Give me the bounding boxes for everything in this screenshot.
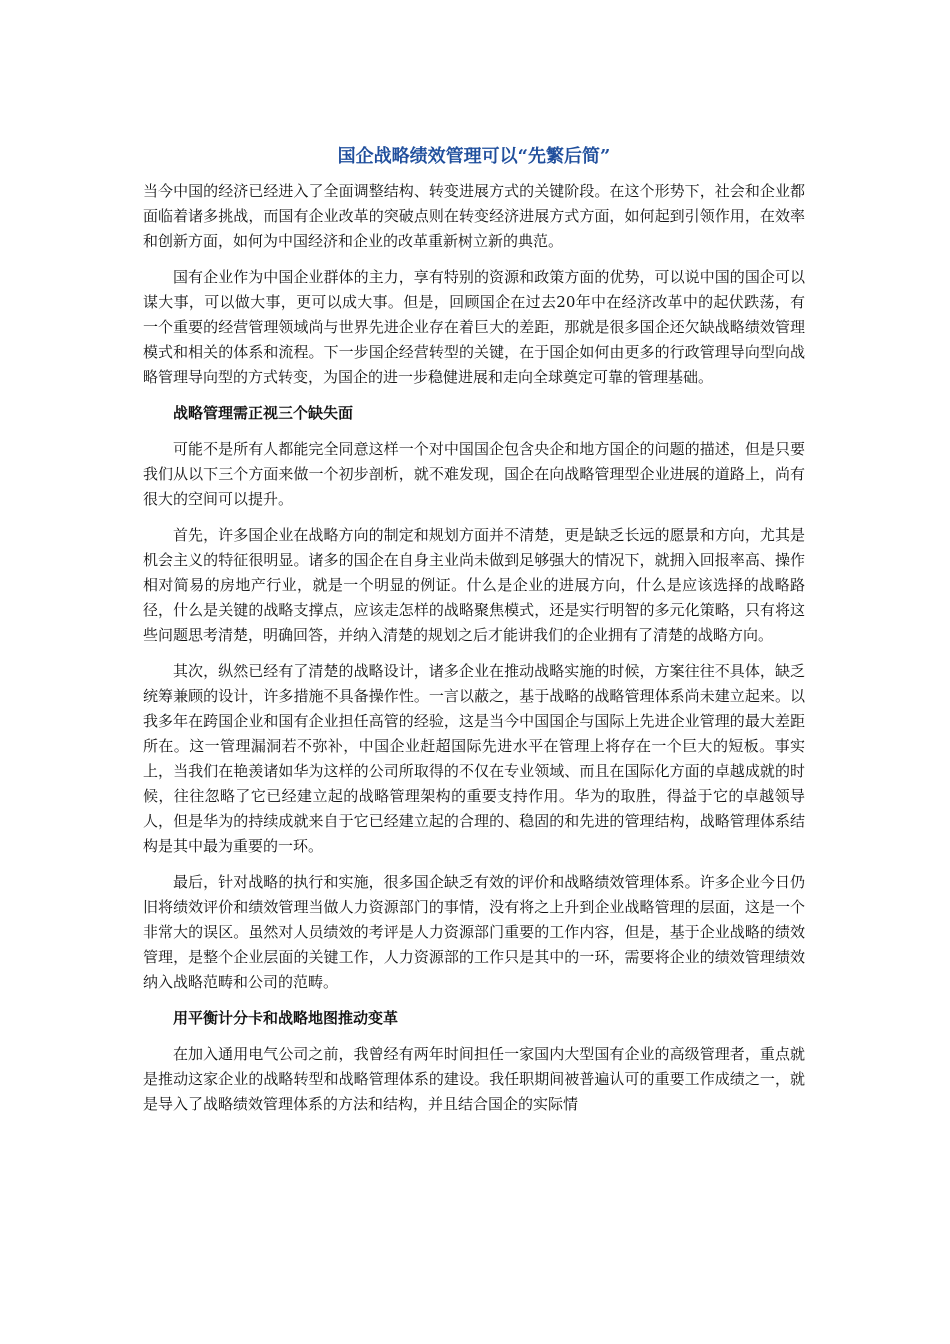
document-page <box>143 143 805 1128</box>
paragraph-ge-experience: 在加入通用电气公司之前，我曾经有两年时间担任一家国内大型国有企业的高级管理者，重点就是推动这家企业的战略转型和战略管理体系的建设。我任职期间被普遍认可的重要工作成绩之一，就是导入了战略绩效管理体系的方法和结构，并且结合国企的实际情 <box>143 1045 805 1113</box>
document-title: 国企战略绩效管理可以“先繁后简” <box>337 146 611 167</box>
paragraph-first-gap: 首先，许多国企业在战略方向的制定和规划方面并不清楚，更是缺乏长远的愿景和方向，尤其是机会主义的特征很明显。诸多的国企在自身主业尚未做到足够强大的情况下，就拥入回报率高、操作相对简易的房地产行业，就是一个明显的例证。什么是企业的进展方向，什么是应该选择的战略路径，什么是关键的战略支撑点，应该走怎样的战略聚焦模式，还是实行明智的多元化策略，只有将这些问题思考清楚，明确回答，并纳入清楚的规划之后才能讲我们的企业拥有了清楚的战略方向。 <box>143 526 805 644</box>
paragraph-soe-advantages: 国有企业作为中国企业群体的主力，享有特别的资源和政策方面的优势，可以说中国的国企可以谋大事，可以做大事，更可以成大事。但是，回顾国企在过去20年中在经济改革中的起伏跌荡，有一个重要的经营管理领域尚与世界先进企业存在着巨大的差距，那就是很多国企还欠缺战略绩效管理模式和相关的体系和流程。下一步国企经营转型的关键，在于国企如何由更多的行政管理导向型向战略管理导向型的方式转变，为国企的进一步稳健进展和走向全球奠定可靠的管理基础。 <box>143 268 805 386</box>
paragraph-three-gaps-intro: 可能不是所有人都能完全同意这样一个对中国国企包含央企和地方国企的问题的描述，但是只要我们从以下三个方面来做一个初步剖析，就不难发现，国企在向战略管理型企业进展的道路上，尚有很大的空间可以提升。 <box>143 440 805 508</box>
paragraph-second-gap: 其次，纵然已经有了清楚的战略设计，诸多企业在推动战略实施的时候，方案往往不具体，缺乏统筹兼顾的设计，许多措施不具备操作性。一言以蔽之，基于战略的战略管理体系尚未建立起来。以我多年在跨国企业和国有企业担任高管的经验，这是当今中国国企与国际上先进企业管理的最大差距所在。这一管理漏洞若不弥补，中国企业赶超国际先进水平在管理上将存在一个巨大的短板。事实上，当我们在艳羡诸如华为这样的公司所取得的不仅在专业领域、而且在国际化方面的卓越成就的时候，往往忽略了它已经建立起的战略管理架构的重要支持作用。华为的取胜，得益于它的卓越领导人，但是华为的持续成就来自于它已经建立起的合理的、稳固的和先进的管理结构，战略管理体系结构是其中最为重要的一环。 <box>143 662 805 855</box>
section-heading-three-gaps: 战略管理需正视三个缺失面 <box>173 404 354 422</box>
paragraph-intro: 当今中国的经济已经进入了全面调整结构、转变进展方式的关键阶段。在这个形势下，社会和企业都面临着诸多挑战，而国有企业改革的突破点则在转变经济进展方式方面，如何起到引领作用，在效率和创新方面，如何为中国经济和企业的改革重新树立新的典范。 <box>143 182 805 250</box>
paragraph-third-gap: 最后，针对战略的执行和实施，很多国企缺乏有效的评价和战略绩效管理体系。许多企业今日仍旧将绩效评价和绩效管理当做人力资源部门的事情，没有将之上升到企业战略管理的层面，这是一个非常大的误区。虽然对人员绩效的考评是人力资源部门重要的工作内容，但是，基于企业战略的绩效管理，是整个企业层面的关键工作，人力资源部的工作只是其中的一环，需要将企业的绩效管理绩效纳入战略范畴和公司的范畴。 <box>143 873 805 991</box>
section-heading-balanced-scorecard: 用平衡计分卡和战略地图推动变革 <box>173 1009 399 1027</box>
